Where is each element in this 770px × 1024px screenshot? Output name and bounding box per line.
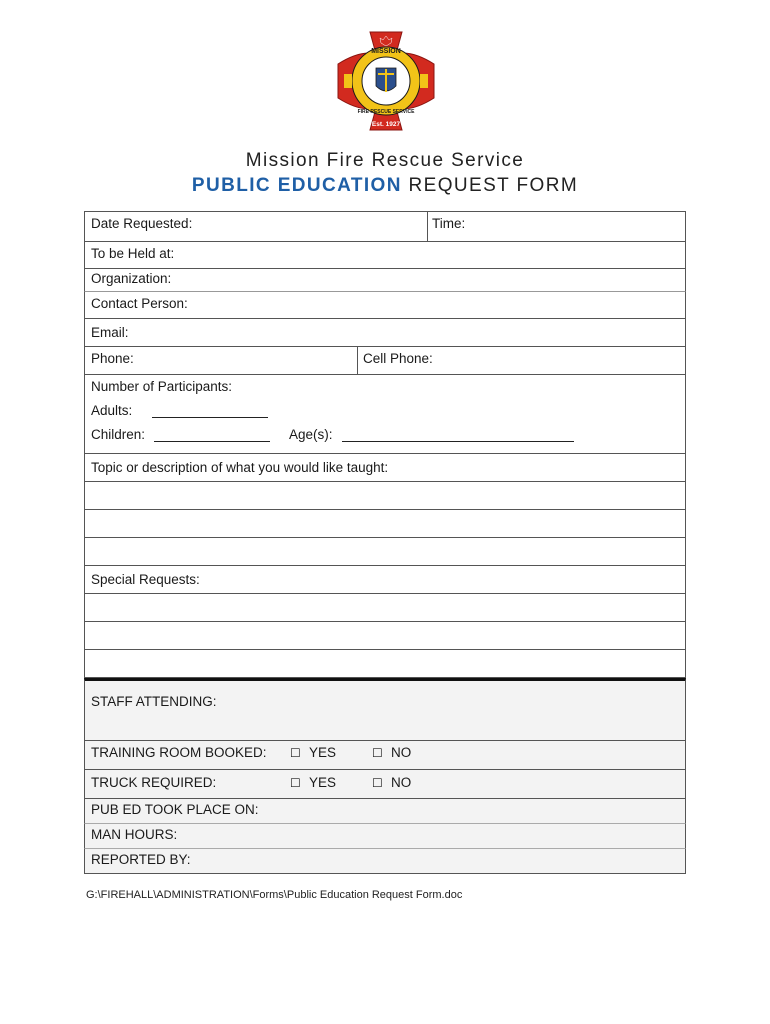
- topic-line[interactable]: [84, 538, 686, 566]
- truck-no-checkbox[interactable]: ☐: [372, 776, 383, 790]
- participants-row: [84, 375, 686, 454]
- staff-attending-row[interactable]: [84, 678, 686, 741]
- special-requests-line[interactable]: [84, 594, 686, 622]
- topic-line[interactable]: [84, 510, 686, 538]
- date-time-row: [84, 211, 686, 242]
- form-title: [0, 175, 770, 197]
- man-hours-label: MAN HOURS:: [91, 827, 178, 842]
- contact-person-label: Contact Person:: [91, 296, 188, 311]
- to-be-held-at-label: To be Held at:: [91, 246, 175, 261]
- special-requests-line[interactable]: [84, 622, 686, 650]
- topic-row[interactable]: [84, 454, 686, 482]
- special-requests-label: Special Requests:: [91, 572, 200, 587]
- staff-attending-label: STAFF ATTENDING:: [91, 694, 217, 709]
- svg-text:FIRE RESCUE SERVICE: FIRE RESCUE SERVICE: [357, 109, 415, 115]
- time-label: Time:: [432, 216, 466, 231]
- svg-text:MISSION: MISSION: [371, 48, 401, 55]
- adults-label: Adults:: [91, 403, 133, 418]
- yes-label: YES: [309, 775, 337, 790]
- form-title-highlight: PUBLIC EDUCATION: [191, 175, 402, 196]
- children-label: Children:: [91, 427, 146, 442]
- man-hours-row[interactable]: [84, 824, 686, 849]
- divider: [357, 347, 358, 374]
- special-requests-row[interactable]: [84, 566, 686, 594]
- date-requested-label: Date Requested:: [91, 216, 193, 231]
- children-field[interactable]: [154, 441, 270, 442]
- training-room-label: TRAINING ROOM BOOKED:: [91, 745, 267, 760]
- topic-line[interactable]: [84, 482, 686, 510]
- email-label: Email:: [91, 325, 129, 340]
- cell-phone-label: Cell Phone:: [363, 351, 433, 366]
- training-room-yes-checkbox[interactable]: ☐: [290, 746, 301, 760]
- pub-ed-took-place-label: PUB ED TOOK PLACE ON:: [91, 802, 259, 817]
- phone-label: Phone:: [91, 351, 134, 366]
- organization-row[interactable]: [84, 269, 686, 292]
- ages-field[interactable]: [342, 441, 574, 442]
- email-row[interactable]: [84, 319, 686, 347]
- reported-by-row[interactable]: [84, 849, 686, 874]
- no-label: NO: [391, 745, 412, 760]
- special-requests-line[interactable]: [84, 650, 686, 678]
- truck-yes-checkbox[interactable]: ☐: [290, 776, 301, 790]
- participants-heading: Number of Participants:: [91, 379, 233, 394]
- page-title: Mission Fire Rescue Service: [245, 150, 525, 171]
- phone-row: [84, 347, 686, 375]
- held-at-row[interactable]: [84, 242, 686, 269]
- training-room-no-checkbox[interactable]: ☐: [372, 746, 383, 760]
- truck-required-row: [84, 770, 686, 799]
- form-title-rest: REQUEST FORM: [401, 175, 579, 196]
- training-room-row: [84, 741, 686, 770]
- fire-rescue-crest-logo: [334, 28, 438, 136]
- topic-label: Topic or description of what you would like taught:: [91, 460, 389, 475]
- adults-field[interactable]: [152, 417, 268, 418]
- truck-required-label: TRUCK REQUIRED:: [91, 775, 217, 790]
- svg-text:Est. 1927: Est. 1927: [371, 121, 401, 128]
- ages-label: Age(s):: [289, 427, 333, 442]
- yes-label: YES: [309, 745, 337, 760]
- file-path-footer: G:\FIREHALL\ADMINISTRATION\Forms\Public Education Request Form.doc: [86, 889, 463, 901]
- pub-ed-took-place-row[interactable]: [84, 799, 686, 824]
- reported-by-label: REPORTED BY:: [91, 852, 191, 867]
- divider: [427, 212, 428, 241]
- request-form: [84, 211, 686, 874]
- contact-person-row[interactable]: [84, 292, 686, 319]
- no-label: NO: [391, 775, 412, 790]
- organization-label: Organization:: [91, 271, 172, 286]
